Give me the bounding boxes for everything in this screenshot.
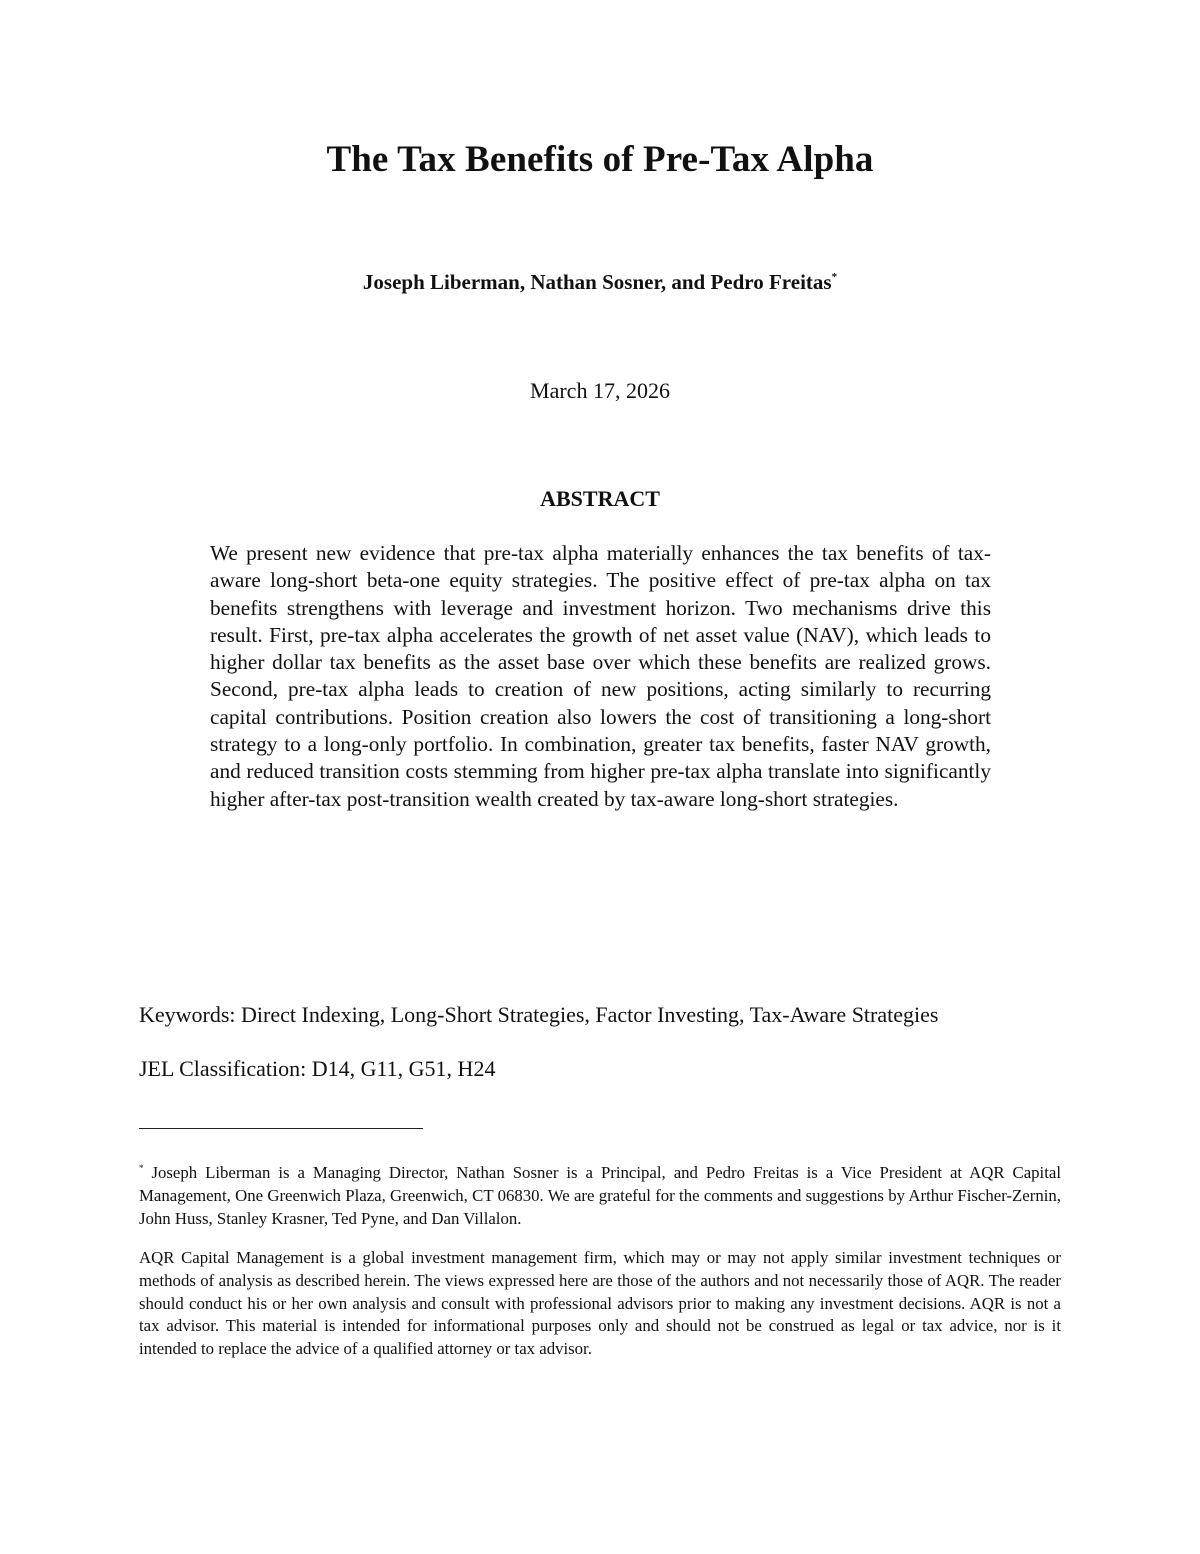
author-names: Joseph Liberman, Nathan Sosner, and Pedro Freitas xyxy=(362,270,832,294)
footnote-divider xyxy=(139,1128,423,1129)
disclaimer-footnote: AQR Capital Management is a global investment management firm, which may or may not apply similar investment techniques or methods of analysis as described herein. The views expressed here are those of the authors and not necessarily those of AQR. The reader should conduct his or her own analysis and consult with professional advisors prior to making any investment decisions. AQR is not a tax advisor. This material is intended for informational purposes only and should not be construed as legal or tax advice, nor is it intended to replace the advice of a qualified attorney or tax advisor. xyxy=(139,1248,1061,1359)
footnote-marker: * xyxy=(139,1163,144,1173)
author-footnote xyxy=(139,1157,1061,1230)
paper-date: March 17, 2026 xyxy=(530,378,670,403)
abstract-heading: ABSTRACT xyxy=(540,486,660,511)
keywords-line: Keywords: Direct Indexing, Long-Short Strategies, Factor Investing, Tax-Aware Strategies xyxy=(139,1002,939,1027)
jel-classification: JEL Classification: D14, G11, G51, H24 xyxy=(139,1056,496,1081)
abstract-text: We present new evidence that pre-tax alpha materially enhances the tax benefits of tax-aware long-short beta-one equity strategies. The positive effect of pre-tax alpha on tax benefits strengthens with leverage and investment horizon. Two mechanisms drive this result. First, pre-tax alpha accelerates the growth of net asset value (NAV), which leads to higher dollar tax benefits as the asset base over which these benefits are realized grows. Second, pre-tax alpha leads to creation of new positions, acting similarly to recurring capital contributions. Position creation also lowers the cost of transitioning a long-short strategy to a long-only portfolio. In combination, greater tax benefits, faster NAV growth, and reduced transition costs stemming from higher pre-tax alpha translate into significantly higher after-tax post-transition wealth created by tax-aware long-short strategies. xyxy=(210,541,991,811)
footnote-text: Joseph Liberman is a Managing Director, Nathan Sosner is a Principal, and Pedro Freitas is a Vice President at AQR Capital Management, One Greenwich Plaza, Greenwich, CT 06830. We are grateful for the comments and suggestions by Arthur Fischer-Zernin, John Huss, Stanley Krasner, Ted Pyne, and Dan Villalon. xyxy=(139,1163,1061,1228)
author-list xyxy=(0,270,1200,295)
paper-title: The Tax Benefits of Pre-Tax Alpha xyxy=(326,139,874,180)
author-note-marker: * xyxy=(831,271,838,283)
